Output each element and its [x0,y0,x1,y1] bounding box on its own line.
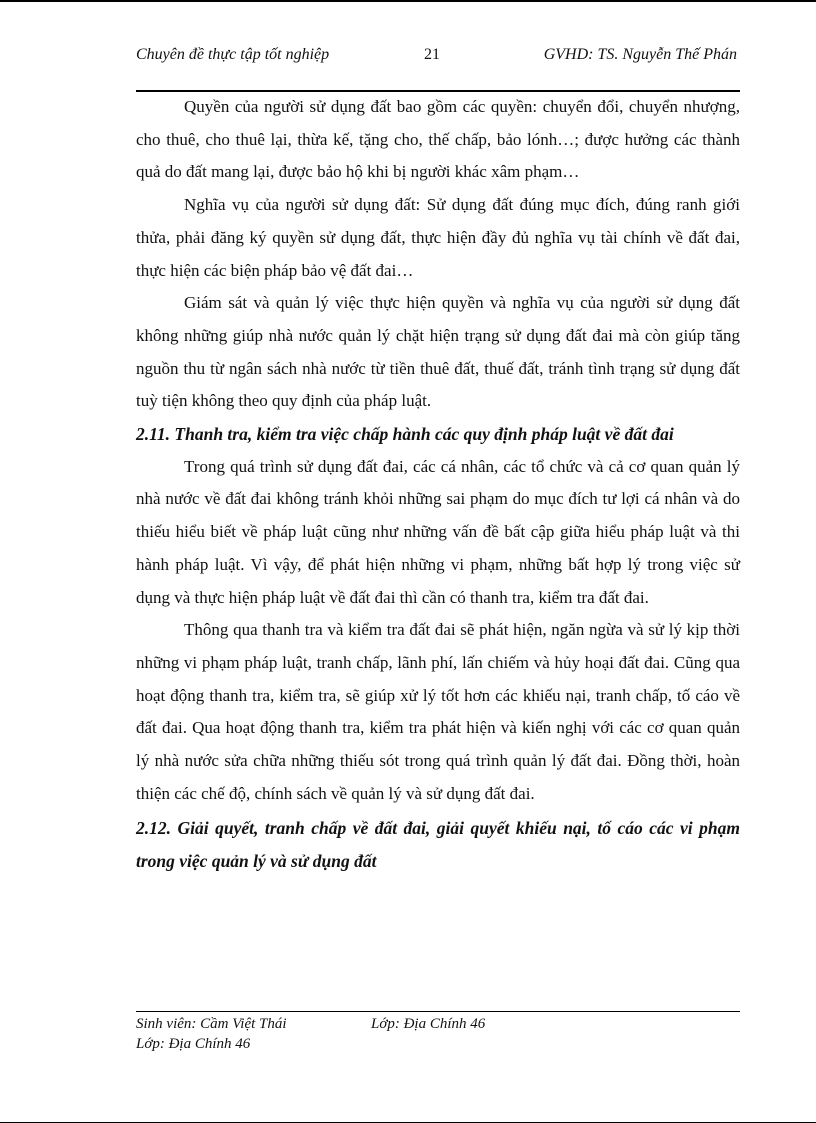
footer-class: Lớp: Địa Chính 46 [371,1016,486,1032]
page-header [136,46,740,76]
header-supervisor: GVHD: TS. Nguyễn Thế Phán [543,46,737,63]
header-page-number: 21 [424,46,440,63]
section-heading-2-11: 2.11. Thanh tra, kiểm tra việc chấp hành các quy định pháp luật về đất đai [136,424,674,445]
footer-student-name: Sinh viên: Cầm Việt Thái [136,1016,287,1032]
paragraph-land-user-obligations: Nghĩa vụ của người sử dụng đất: Sử dụng đất đúng mục đích, đúng ranh giới thửa, phải đăng ký quyền sử dụng đất, thực hiện đầy đủ nghĩa vụ tài chính về đất đai, thực hiện các biện pháp bảo vệ đất đai… [136,195,740,280]
page-body [136,90,740,878]
paragraph-inspection-need: Trong quá trình sử dụng đất đai, các cá nhân, các tổ chức và cả cơ quan quản lý nhà nước về đất đai không tránh khỏi những sai phạm do mục đích tư lợi cá nhân và do thiếu hiểu biết về pháp luật cũng như những vấn đề bất cập giữa hiểu pháp luật và thi hành pháp luật. Vì vậy, để phát hiện những vi phạm, những bất hợp lý trong việc sử dụng và thực hiện pháp luật về đất đai thì cần có thanh tra, kiểm tra đất đai. [136,456,740,607]
paragraph-supervision: Giám sát và quản lý việc thực hiện quyền và nghĩa vụ của người sử dụng đất không những giúp nhà nước quản lý chặt hiện trạng sử dụng đất đai mà còn giúp tăng nguồn thu từ ngân sách nhà nước từ tiền thuê đất, thuế đất, tránh tình trạng sử dụng đất tuỳ tiện không theo quy định của pháp luật. [136,293,740,411]
paragraph-inspection-benefits: Thông qua thanh tra và kiểm tra đất đai sẽ phát hiện, ngăn ngừa và sử lý kịp thời những vi phạm pháp luật, tranh chấp, lãnh phí, lấn chiếm và hủy hoại đất đai. Cũng qua hoạt động thanh tra, kiểm tra, sẽ giúp xử lý tốt hơn các khiếu nại, tranh chấp, tố cáo về đất đai. Qua hoạt động thanh tra, kiểm tra phát hiện và kiến nghị với các cơ quan quản lý nhà nước sửa chữa những thiếu sót trong quá trình quản lý đất đai. Đồng thời, hoàn thiện các chế độ, chính sách về quản lý và sử dụng đất đai. [136,620,740,803]
footer-class-repeat: Lớp: Địa Chính 46 [136,1036,251,1052]
footer-rule [136,1011,740,1012]
header-document-title: Chuyên đề thực tập tốt nghiệp [136,46,330,63]
paragraph-land-user-rights: Quyền của người sử dụng đất bao gồm các quyền: chuyển đổi, chuyển nhượng, cho thuê, cho thuê lại, thừa kế, tặng cho, thế chấp, bảo lónh…; được hưởng các thành quả do đất mang lại, được bảo hộ khi bị người khác xâm phạm… [136,97,740,182]
section-heading-2-12: 2.12. Giải quyết, tranh chấp về đất đai, giải quyết khiếu nại, tố cáo các vi phạm trong việc quản lý và sử dụng đất [136,818,740,872]
page-top-edge [0,0,816,2]
